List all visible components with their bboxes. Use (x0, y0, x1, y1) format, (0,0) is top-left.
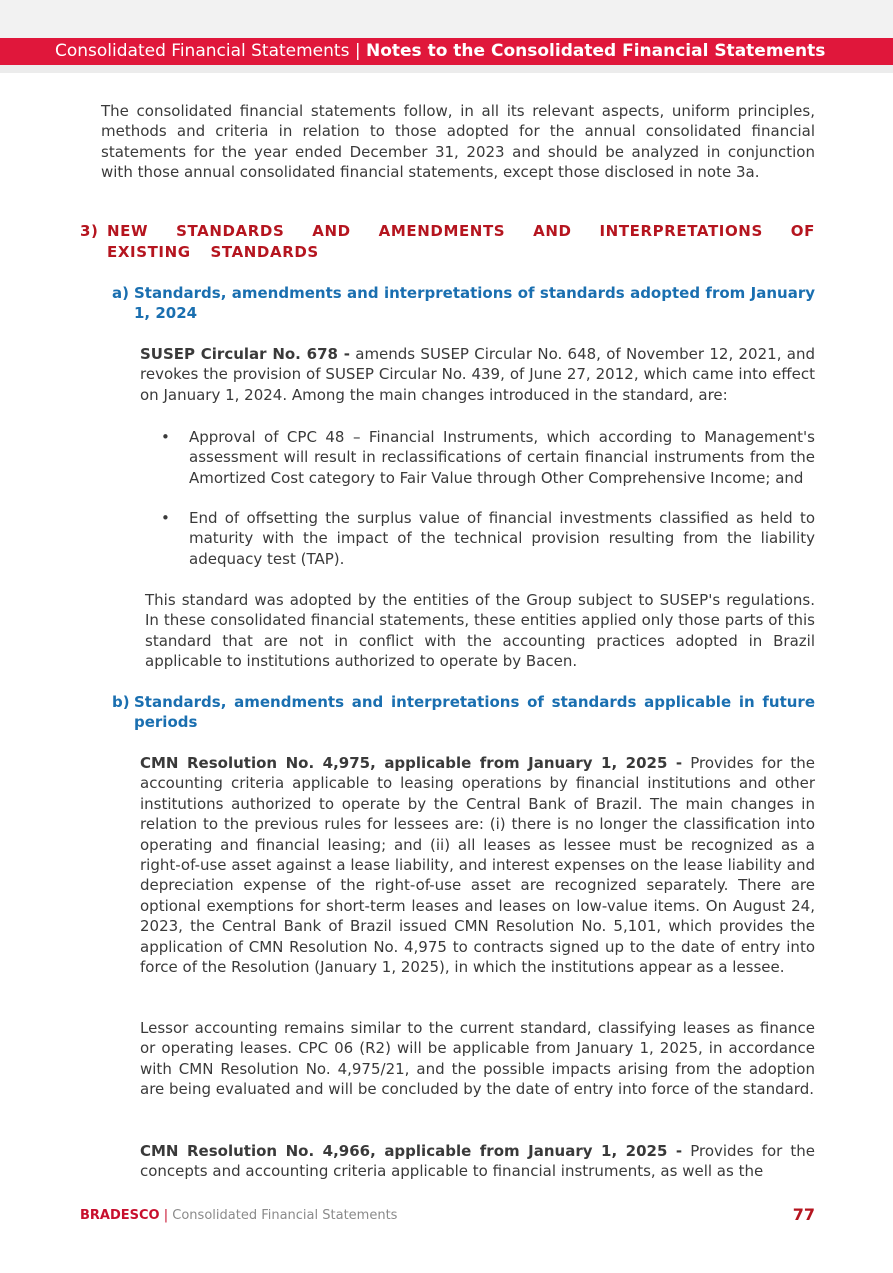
bullet-item: Approval of CPC 48 – Financial Instruments, which according to Management's assessment will result in reclassifications of certain financial instruments from the Amortized Cost category to Fair Value through Other Comprehensive Income; and (189, 428, 815, 487)
adoption-paragraph: This standard was adopted by the entities of the Group subject to SUSEP's regulations. In these consolidated financial statements, these entities applied only those parts of this standard that are not in conflict with the accounting practices adopted in Brazil applicable to institutions authorized to operate by Bacen. (145, 591, 815, 671)
susep-lead: SUSEP Circular No. 678 - (140, 345, 350, 363)
cmn-4966-text: Provides for the concepts and accounting criteria applicable to financial instruments, as well as the (140, 1142, 815, 1181)
footer-brand-logo: BRADESCO (80, 1208, 160, 1223)
susep-paragraph (140, 344, 815, 405)
page-number: 77 (792, 1205, 815, 1224)
header-separator: | (354, 41, 361, 61)
intro-paragraph: The consolidated financial statements follow, in all its relevant aspects, uniform principles, methods and criteria in relation to those adopted for the annual consolidated financial statements for the year ended December 31, 2023 and should be analyzed in conjunction with those annual consolidated financial statements, except those disclosed in note 3a. (101, 102, 815, 182)
header-title: Notes to the Consolidated Financial Statements (365, 41, 826, 61)
bullet-dot: • (161, 428, 170, 446)
bullet-item: End of offsetting the surplus value of financial investments classified as held to maturity with the impact of the technical provision resulting from the liability adequacy test (TAP). (189, 509, 815, 568)
footer-title: Consolidated Financial Statements (172, 1208, 398, 1223)
footer-separator: | (163, 1208, 169, 1223)
lessor-paragraph: Lessor accounting remains similar to the current standard, classifying leases as finance or operating leases. CPC 06 (R2) will be applicable from January 1, 2025, in accordance with CMN Resolution No. 4,975/21, and the possible impacts arising from the adoption are being evaluated and will be concluded by the date of entry into force of the standard. (140, 1019, 815, 1099)
subsection-b-title: Standards, amendments and interpretations of standards applicable in future periods (134, 693, 815, 732)
top-band (0, 0, 893, 38)
section-title: NEW STANDARDS AND AMENDMENTS AND INTERPRETATIONS OF EXISTING STANDARDS (107, 222, 815, 261)
header-divider (0, 65, 893, 73)
subsection-a-number: a) (112, 284, 129, 302)
subsection-a-title: Standards, amendments and interpretations of standards adopted from January 1, 2024 (134, 284, 815, 323)
cmn-4975-paragraph (140, 753, 815, 977)
subsection-b-number: b) (112, 693, 130, 711)
cmn-4975-text: Provides for the accounting criteria applicable to leasing operations by financial institutions and other institutions authorized to operate by the Central Bank of Brazil. The main changes in relation to the previous rules for lessees are: (i) there is no longer the classification into operating and financial leasing; and (ii) all leases as lessee must be recognized as a right-of-use asset against a lease liability, and interest expenses on the lease liability and depreciation expense of the right-of-use asset are recognized separately. There are optional exemptions for short-term leases and leases on low-value items. On August 24, 2023, the Central Bank of Brazil issued CMN Resolution No. 5,101, which provides the application of CMN Resolution No. 4,975 to contracts signed up to the date of entry into force of the Resolution (January 1, 2025), in which the institutions appear as a lessee. (140, 754, 815, 977)
susep-text: amends SUSEP Circular No. 648, of November 12, 2021, and revokes the provision of SUSEP Circular No. 439, of June 27, 2012, which came into effect on January 1, 2024. Among the main changes introduced in the standard, are: (140, 345, 815, 404)
bullet-dot: • (161, 509, 170, 527)
header-section: Consolidated Financial Statements (55, 41, 350, 61)
cmn-4966-paragraph (140, 1141, 815, 1182)
cmn-4975-lead: CMN Resolution No. 4,975, applicable from January 1, 2025 - (140, 754, 683, 772)
footer (80, 1207, 397, 1225)
header-bar (0, 38, 893, 65)
section-number: 3) (80, 222, 99, 240)
cmn-4966-lead: CMN Resolution No. 4,966, applicable from January 1, 2025 - (140, 1142, 683, 1160)
